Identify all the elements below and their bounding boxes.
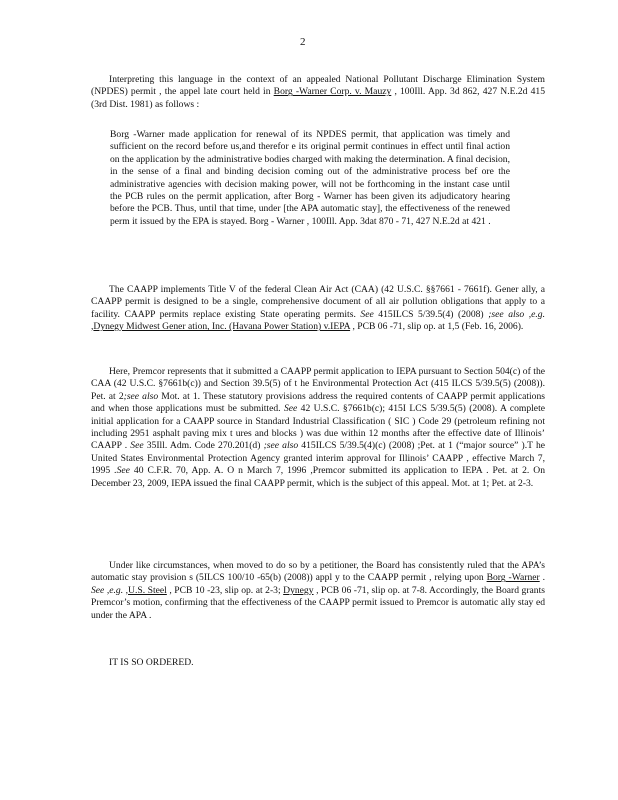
case-citation: Borg -Warner [486,572,540,584]
closing-order: IT IS SO ORDERED. [109,657,194,668]
text-run: 415ILCS 5/39.5(4)(c) (2008) ;Pet. at 1 (“major source” ).T he United States Environmental Protection Agency granted interim approval for Illinois’ CAAPP , effective March 7, 1995 [91,440,545,477]
text-run: 40 C.F.R. 70, App. A. O n March 7, 1996 ,Premcor submitted its application to IEPA . Pet. at 2. On December 23, 2009, IEPA issued the final CAAPP permit, which is the subject of this appeal. Mot. at 1; Pet. at 2-3. [91,465,545,489]
text-run: Interpreting this language in the context of an appealed National Pollutant Discharge Elimination System (NPDES) permit , the appel late court held in [91,74,545,98]
text-run: Here, Premcor represents that it submitted a CAAPP permit application to IEPA pursuant to Section 504(c) of the CAA (42 U.S.C. §7661b(c)) and Section 39.5(5) of t he Environmental Protection Act (415 ILCS 5/39.5(5) (2008)). Pet. at 2 [91,366,545,402]
signal-word: See [360,308,374,320]
signal-word: See ,e.g. [91,584,124,596]
block-quote: Borg -Warner made application for renewal of its NPDES permit, that application was timely and sufficient on the record before us,and therefor e its original permit continues in effect until final action on the application by the administrative bodies charged with making the determination. A final decision, in the sense of a final and binding decision coming out of the administrative process bef ore the administrative agencies with decision making power, will not be forthcoming in the instant case until the PCB rules on the permit application, after Borg - Warner has been given its adjudicatory hearing before the PCB. Thus, until that time, under [the APA automatic stay], the effectiveness of the renewed perm it issued by the EPA is stayed. Borg - Warner , 100Ill. App. 3dat 870 - 71, 427 N.E.2d at 421 . [110,129,510,227]
signal-word: See [283,403,298,415]
signal-word: See [130,440,144,452]
text-run: 35Ill. Adm. Code 270.201(d) [143,440,264,452]
text-run: , [91,321,94,333]
page-number: 2 [300,36,306,48]
text-run: Mot. at 1. These statutory provisions address the required contents of CAAPP permit applications and when those applications must be submitted. [91,390,545,415]
paragraph-ruling [91,560,545,622]
paragraph-interpretation [91,74,545,111]
paragraph-caapp [91,284,545,334]
case-citation: U.S. Steel [128,584,167,596]
signal-word: ;see also [123,390,159,402]
text-run: , PCB 06 -71, slip op. at 7-8. Accordingly, the Board grants Premcor’s motion, confirming that the effectiveness of the CAAPP permit issued to Premcor is automatic ally stay ed under the APA . [91,584,545,621]
text-run: 415ILCS 5/39.5(4) (2008) [373,308,489,320]
case-citation: Dynegy Midwest Gener ation, Inc. (Havana Power Station) v.IEPA [93,321,351,333]
text-run: , [123,584,129,596]
text-run: , PCB 10 -23, slip op. at 2-3; [166,584,284,596]
case-citation: Dynegy [283,584,314,596]
text-run: , 100Ill. App. 3d 862, 427 N.E.2d 415 (3rd Dist. 1981) as follows : [91,86,545,110]
text-run: Under like circumstances, when moved to do so by a petitioner, the Board has consistently ruled that the APA’s automatic stay provision s (5ILCS 100/10 -65(b) (2008)) appl y to the CAAPP permit , relying upon [91,560,545,584]
case-citation: Borg -Warner Corp. v. Mauzy [273,86,392,98]
signal-word: ;see also ,e.g. [488,308,545,320]
text-run: . [539,572,545,584]
text-run: The CAAPP implements Title V of the federal Clean Air Act (CAA) (42 U.S.C. §§7661 - 7661f). Gener ally, a CAAPP permit is designed to be a single, comprehensive document of all air pollution obligations that apply to a facility. CAAPP permits replace existing State operating permits. [91,284,545,320]
text-run: 42 U.S.C. §7661b(c); 415I LCS 5/39.5(5) (2008). A complete initial application for a CAAPP source in Standard Industrial Classification ( SIC ) Code 29 (petroleum refining not including 2951 asphalt paving mix t ures and blocks ) was due within 12 months after the effective date of Illinois’ CAAPP . [91,403,545,452]
signal-word: ;see also [263,440,299,452]
paragraph-premcor [91,366,545,490]
signal-word: .See [114,465,130,477]
text-run: , PCB 06 -71, slip op. at 1,5 (Feb. 16, 2006). [350,321,524,333]
